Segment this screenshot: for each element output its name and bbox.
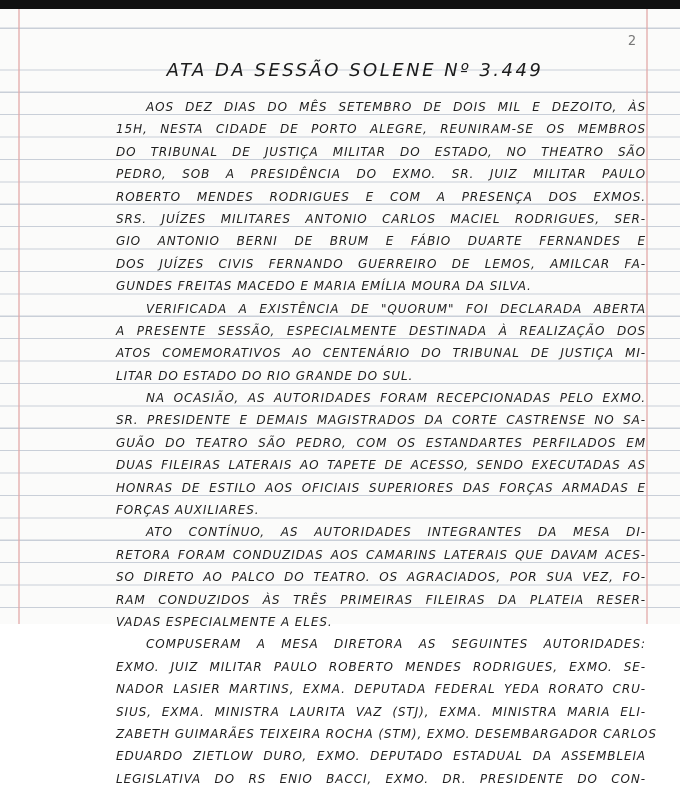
text-line: DUAS FILEIRAS LATERAIS AO TAPETE DE ACESSO, SENDO EXECUTADAS AS	[116, 458, 646, 473]
text-line: A PRESENTE SESSÃO, ESPECIALMENTE DESTINADA À REALIZAÇÃO DOS	[116, 323, 646, 338]
page-number: 2	[627, 34, 637, 49]
text-line: EXMO. JUIZ MILITAR PAULO ROBERTO MENDES RODRIGUES, EXMO. SE-	[116, 659, 646, 674]
scan-top-edge	[0, 0, 680, 9]
text-line: VERIFICADA A EXISTÊNCIA DE "QUORUM" FOI DECLARADA ABERTA	[146, 301, 646, 316]
text-line: COMPUSERAM A MESA DIRETORA AS SEGUINTES AUTORIDADES:	[146, 637, 646, 652]
text-line: RAM CONDUZIDOS ÀS TRÊS PRIMEIRAS FILEIRAS DA PLATEIA RESER-	[116, 592, 646, 607]
text-line: SO DIRETO AO PALCO DO TEATRO. OS AGRACIADOS, POR SUA VEZ, FO-	[116, 570, 646, 585]
text-line: RETORA FORAM CONDUZIDAS AOS CAMARINS LATERAIS QUE DAVAM ACES-	[116, 547, 646, 562]
text-line: HONRAS DE ESTILO AOS OFICIAIS SUPERIORES DAS FORÇAS ARMADAS E	[116, 480, 646, 495]
text-line: GUÃO DO TEATRO SÃO PEDRO, COM OS ESTANDARTES PERFILADOS EM	[116, 435, 646, 450]
text-line: ATOS COMEMORATIVOS AO CENTENÁRIO DO TRIBUNAL DE JUSTIÇA MI-	[116, 346, 646, 361]
text-line: SRS. JUÍZES MILITARES ANTONIO CARLOS MACIEL RODRIGUES, SER-	[116, 211, 646, 226]
text-line: 15H, NESTA CIDADE DE PORTO ALEGRE, REUNIRAM-SE OS MEMBROS	[116, 122, 646, 137]
right-margin-line	[646, 9, 648, 624]
text-line: DO TRIBUNAL DE JUSTIÇA MILITAR DO ESTADO, NO THEATRO SÃO	[116, 144, 646, 159]
left-margin-line	[18, 9, 20, 624]
text-line: SIUS, EXMA. MINISTRA LAURITA VAZ (STJ), EXMA. MINISTRA MARIA ELI-	[116, 704, 646, 719]
text-line: ROBERTO MENDES RODRIGUES E COM A PRESENÇA DOS EXMOS.	[116, 189, 646, 204]
text-line: AOS DEZ DIAS DO MÊS SETEMBRO DE DOIS MIL E DEZOITO, ÀS	[146, 100, 646, 114]
text-line: GIO ANTONIO BERNI DE BRUM E FÁBIO DUARTE FERNANDES E	[116, 234, 646, 249]
text-line: VADAS ESPECIALMENTE A ELES.	[116, 614, 333, 629]
text-line: EDUARDO ZIETLOW DURO, EXMO. DEPUTADO ESTADUAL DA ASSEMBLEIA	[116, 749, 646, 764]
document-title: ATA DA SESSÃO SOLENE Nº 3.449	[166, 60, 544, 81]
text-line: LEGISLATIVA DO RS ENIO BACCI, EXMO. DR. PRESIDENTE DO CON-	[116, 771, 646, 786]
text-line: SR. PRESIDENTE E DEMAIS MAGISTRADOS DA CORTE CASTRENSE NO SA-	[116, 413, 646, 428]
text-line: ZABETH GUIMARÃES TEIXEIRA ROCHA (STM), EXMO. DESEMBARGADOR CARLOS	[116, 726, 657, 741]
text-line: FORÇAS AUXILIARES.	[116, 503, 260, 518]
text-line: NA OCASIÃO, AS AUTORIDADES FORAM RECEPCIONADAS PELO EXMO.	[146, 391, 646, 406]
text-line: GUNDES FREITAS MACEDO E MARIA EMÍLIA MOURA DA SILVA.	[116, 279, 532, 294]
text-line: DOS JUÍZES CIVIS FERNANDO GUERREIRO DE LEMOS, AMILCAR FA-	[116, 256, 646, 271]
text-line: PEDRO, SOB A PRESIDÊNCIA DO EXMO. SR. JUIZ MILITAR PAULO	[116, 167, 646, 182]
text-line: LITAR DO ESTADO DO RIO GRANDE DO SUL.	[116, 368, 414, 383]
text-line: ATO CONTÍNUO, AS AUTORIDADES INTEGRANTES DA MESA DI-	[146, 525, 646, 540]
text-line: NADOR LASIER MARTINS, EXMA. DEPUTADA FEDERAL YEDA RORATO CRU-	[116, 682, 646, 697]
handwritten-body	[116, 96, 657, 790]
